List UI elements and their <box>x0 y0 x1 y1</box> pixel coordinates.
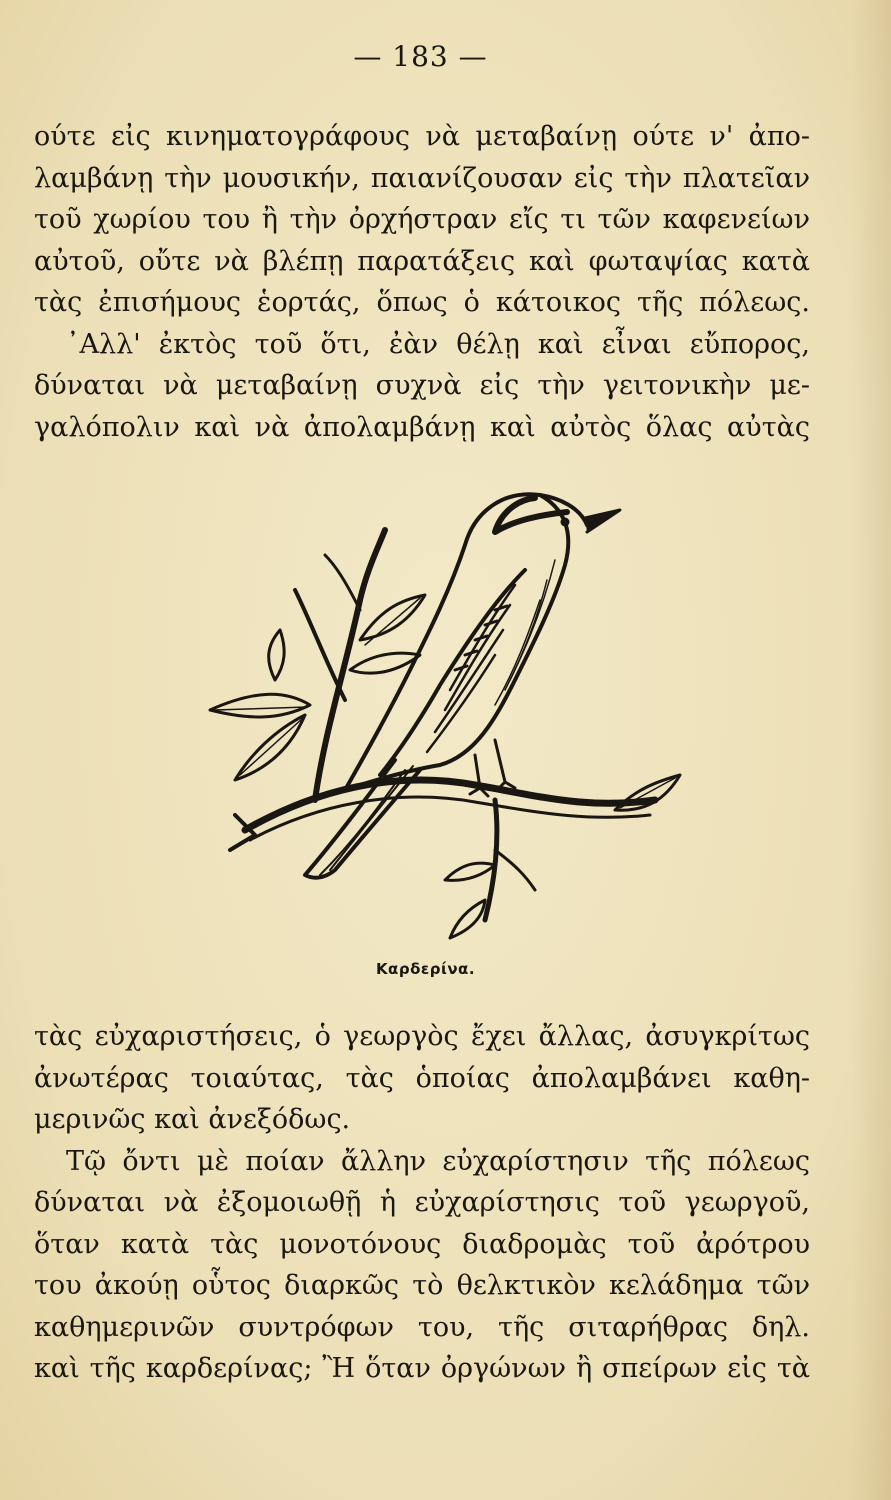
goldfinch-engraving-icon <box>195 470 695 940</box>
text-line: αὐτοῦ, οὔτε νὰ βλέπῃ παρατάξεις καὶ φωταψίας κατὰ <box>34 245 810 277</box>
text-line: ὅταν κατὰ τὰς μονοτόνους διαδρομὰς τοῦ ἀρότρου <box>34 1228 810 1260</box>
text-line: ούτε εἰς κινηματογράφους νὰ μεταβαίνῃ ούτε ν' ἀπο- <box>34 121 810 152</box>
text-line: τοῦ χωρίου του ἢ τὴν ὀρχήστραν εἴς τι τῶν καφενείων <box>34 204 810 235</box>
text-line: λαμβάνῃ τὴν μουσικήν, παιανίζουσαν εἰς τὴν πλατεῖαν <box>34 162 810 194</box>
text-line: τὰς εὐχαριστήσεις, ὁ γεωργὸς ἔχει ἄλλας, ἀσυγκρίτως <box>34 1021 810 1052</box>
text-line: καθημερινῶν συντρόφων του, τῆς σιταρήθρας δηλ. <box>34 1311 810 1343</box>
text-line: τὰς ἐπισήμους ἑορτάς, ὅπως ὁ κάτοικος τῆς πόλεως. <box>34 287 810 318</box>
text-line: μερινῶς καὶ ἀνεξόδως. <box>34 1104 351 1135</box>
text-line: δύναται νὰ μεταβαίνῃ συχνὰ εἰς τὴν γειτονικὴν με- <box>34 370 810 401</box>
figure-caption: Καρδερίνα. <box>375 960 476 978</box>
text-line: γαλόπολιν καὶ νὰ ἀπολαμβάνῃ καὶ αὐτὸς ὅλας αὐτὰς <box>34 411 810 443</box>
text-line: δύναται νὰ ἐξομοιωθῇ ἡ εὐχαρίστησις τοῦ γεωργοῦ, <box>34 1187 810 1218</box>
text-line: του ἀκούῃ οὗτος διαρκῶς τὸ θελκτικὸν κελάδημα τῶν <box>34 1270 810 1301</box>
page-edge-shade <box>851 0 891 1500</box>
page-number: — 183 — <box>353 40 488 73</box>
text-line: καὶ τῆς καρδερίνας; Ἢ ὅταν ὀργώνων ἢ σπείρων εἰς τὰ <box>34 1353 810 1384</box>
text-line: ἀνωτέρας τοιαύτας, τὰς ὁποίας ἀπολαμβάνει καθη- <box>34 1062 810 1094</box>
text-line: Τῷ ὄντι μὲ ποίαν ἄλλην εὐχαρίστησιν τῆς πόλεως <box>66 1145 810 1177</box>
text-line: ᾽Αλλ' ἐκτὸς τοῦ ὅτι, ἐὰν θέλῃ καὶ εἶναι εὔπορος, <box>66 328 810 360</box>
paragraph-top <box>34 116 810 448</box>
paragraph-bottom <box>34 1016 810 1390</box>
